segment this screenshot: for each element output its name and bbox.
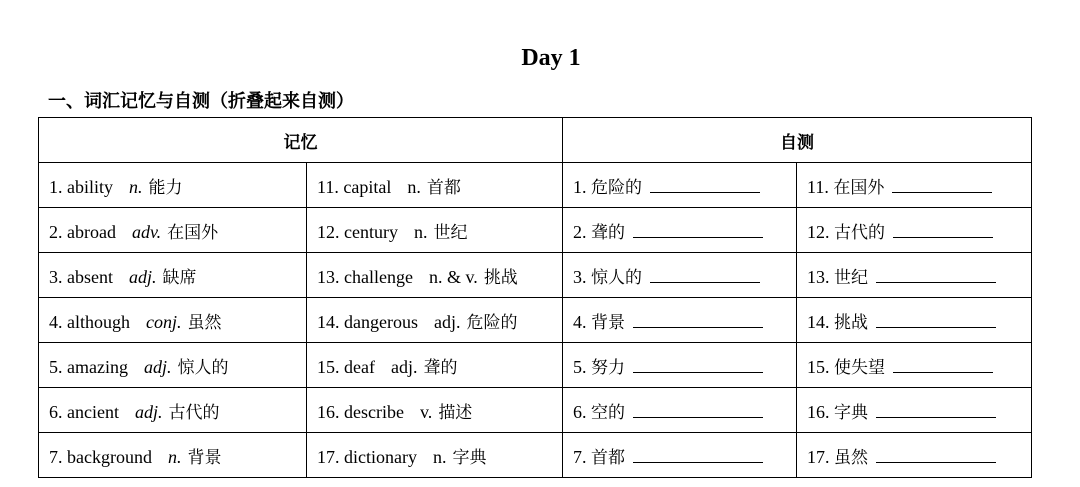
chinese-meaning: 缺席: [162, 267, 197, 288]
part-of-speech: n.: [167, 446, 182, 467]
chinese-meaning: 古代的: [168, 402, 220, 423]
test-number: 11.: [807, 176, 829, 197]
test-prompt: 古代的: [834, 222, 885, 243]
memory-cell: [39, 388, 307, 433]
word-number: 15.: [317, 356, 340, 377]
test-prompt: 惊人的: [591, 267, 642, 288]
english-word: amazing: [67, 356, 128, 377]
part-of-speech: v.: [419, 401, 433, 422]
test-number: 6.: [573, 401, 587, 422]
english-word: background: [67, 446, 152, 467]
table-header-row: [39, 118, 1032, 163]
answer-blank[interactable]: [633, 401, 763, 418]
answer-blank[interactable]: [876, 266, 996, 283]
memory-cell: [307, 388, 563, 433]
english-word: ancient: [67, 401, 119, 422]
self-test-cell: [797, 298, 1032, 343]
english-word: challenge: [344, 266, 413, 287]
word-number: 11.: [317, 176, 339, 197]
table-row: [39, 343, 1032, 388]
memory-cell: [39, 208, 307, 253]
test-prompt: 在国外: [833, 177, 885, 198]
table-row: [39, 253, 1032, 298]
memory-cell: [307, 163, 563, 208]
memory-cell: [39, 253, 307, 298]
answer-blank[interactable]: [876, 401, 996, 418]
chinese-meaning: 首都: [426, 177, 461, 198]
part-of-speech: n. & v.: [428, 266, 478, 287]
test-prompt: 世纪: [834, 267, 868, 288]
chinese-meaning: 字典: [452, 447, 487, 468]
part-of-speech: adj.: [134, 401, 163, 422]
part-of-speech: n.: [413, 221, 428, 242]
self-test-cell: [797, 208, 1032, 253]
answer-blank[interactable]: [876, 311, 996, 328]
answer-blank[interactable]: [650, 176, 760, 193]
answer-blank[interactable]: [650, 266, 760, 283]
test-prompt: 挑战: [834, 312, 868, 333]
test-prompt: 背景: [591, 312, 625, 333]
self-test-cell: [563, 253, 797, 298]
test-number: 5.: [573, 356, 587, 377]
test-number: 17.: [807, 446, 830, 467]
chinese-meaning: 背景: [187, 447, 222, 468]
test-number: 3.: [573, 266, 587, 287]
self-test-header: 自测: [563, 118, 1032, 163]
table-row: [39, 208, 1032, 253]
self-test-cell: [797, 433, 1032, 478]
part-of-speech: n.: [432, 446, 447, 467]
word-number: 5.: [49, 356, 63, 377]
answer-blank[interactable]: [633, 446, 763, 463]
test-number: 15.: [807, 356, 830, 377]
word-number: 2.: [49, 221, 63, 242]
self-test-cell: [563, 163, 797, 208]
answer-blank[interactable]: [633, 311, 763, 328]
chinese-meaning: 挑战: [483, 267, 518, 288]
english-word: although: [67, 311, 130, 332]
table-row: [39, 163, 1032, 208]
table-row: [39, 298, 1032, 343]
word-number: 7.: [49, 446, 63, 467]
answer-blank[interactable]: [893, 221, 993, 238]
chinese-meaning: 聋的: [423, 357, 458, 378]
memory-cell: [307, 433, 563, 478]
word-number: 16.: [317, 401, 340, 422]
chinese-meaning: 世纪: [433, 222, 468, 243]
english-word: ability: [67, 176, 113, 197]
memory-cell: [39, 298, 307, 343]
english-word: dangerous: [344, 311, 418, 332]
test-number: 1.: [573, 176, 587, 197]
test-prompt: 字典: [834, 402, 868, 423]
english-word: capital: [343, 176, 392, 197]
chinese-meaning: 惊人的: [177, 357, 229, 378]
memory-cell: [307, 298, 563, 343]
test-prompt: 空的: [591, 402, 625, 423]
vocabulary-body: [39, 163, 1032, 478]
answer-blank[interactable]: [633, 356, 763, 373]
english-word: dictionary: [344, 446, 417, 467]
part-of-speech: adv.: [131, 221, 162, 242]
self-test-cell: [563, 298, 797, 343]
word-number: 13.: [317, 266, 340, 287]
part-of-speech: adj.: [128, 266, 157, 287]
self-test-cell: [797, 388, 1032, 433]
test-prompt: 首都: [591, 447, 625, 468]
memory-cell: [39, 163, 307, 208]
self-test-cell: [563, 433, 797, 478]
test-number: 16.: [807, 401, 830, 422]
self-test-cell: [563, 343, 797, 388]
answer-blank[interactable]: [633, 221, 763, 238]
test-prompt: 努力: [591, 357, 625, 378]
self-test-cell: [563, 388, 797, 433]
answer-blank[interactable]: [893, 356, 993, 373]
answer-blank[interactable]: [876, 446, 996, 463]
test-prompt: 虽然: [834, 447, 868, 468]
test-prompt: 危险的: [591, 177, 642, 198]
part-of-speech: conj.: [146, 311, 182, 332]
test-number: 12.: [807, 221, 830, 242]
english-word: abroad: [67, 221, 116, 242]
word-number: 1.: [49, 176, 63, 197]
test-prompt: 聋的: [591, 222, 625, 243]
memory-cell: [307, 208, 563, 253]
table-row: [39, 388, 1032, 433]
part-of-speech: adj.: [433, 311, 461, 332]
answer-blank[interactable]: [892, 176, 992, 193]
word-number: 14.: [317, 311, 340, 332]
memory-cell: [39, 343, 307, 388]
chinese-meaning: 在国外: [167, 222, 219, 243]
chinese-meaning: 危险的: [466, 312, 518, 333]
part-of-speech: adj.: [143, 356, 172, 377]
vocabulary-table: [38, 117, 1032, 478]
english-word: absent: [67, 266, 113, 287]
part-of-speech: n.: [407, 176, 421, 197]
chinese-meaning: 虽然: [187, 312, 222, 333]
part-of-speech: adj.: [390, 356, 418, 377]
word-number: 6.: [49, 401, 63, 422]
self-test-cell: [797, 163, 1032, 208]
section-heading: 一、词汇记忆与自测（折叠起来自测）: [48, 91, 354, 112]
memory-cell: [307, 253, 563, 298]
word-number: 4.: [49, 311, 63, 332]
test-number: 13.: [807, 266, 830, 287]
chinese-meaning: 能力: [148, 177, 183, 198]
table-row: [39, 433, 1032, 478]
test-number: 14.: [807, 311, 830, 332]
chinese-meaning: 描述: [438, 402, 473, 423]
test-number: 7.: [573, 446, 587, 467]
test-number: 4.: [573, 311, 587, 332]
page-title: Day 1: [521, 45, 581, 71]
english-word: describe: [344, 401, 404, 422]
word-number: 17.: [317, 446, 340, 467]
part-of-speech: n.: [129, 176, 143, 197]
self-test-cell: [797, 253, 1032, 298]
english-word: century: [344, 221, 398, 242]
memory-cell: [39, 433, 307, 478]
test-prompt: 使失望: [834, 357, 885, 378]
self-test-cell: [797, 343, 1032, 388]
word-number: 12.: [317, 221, 340, 242]
memory-cell: [307, 343, 563, 388]
test-number: 2.: [573, 221, 587, 242]
memory-header: 记忆: [39, 118, 563, 163]
english-word: deaf: [344, 356, 375, 377]
word-number: 3.: [49, 266, 63, 287]
self-test-cell: [563, 208, 797, 253]
